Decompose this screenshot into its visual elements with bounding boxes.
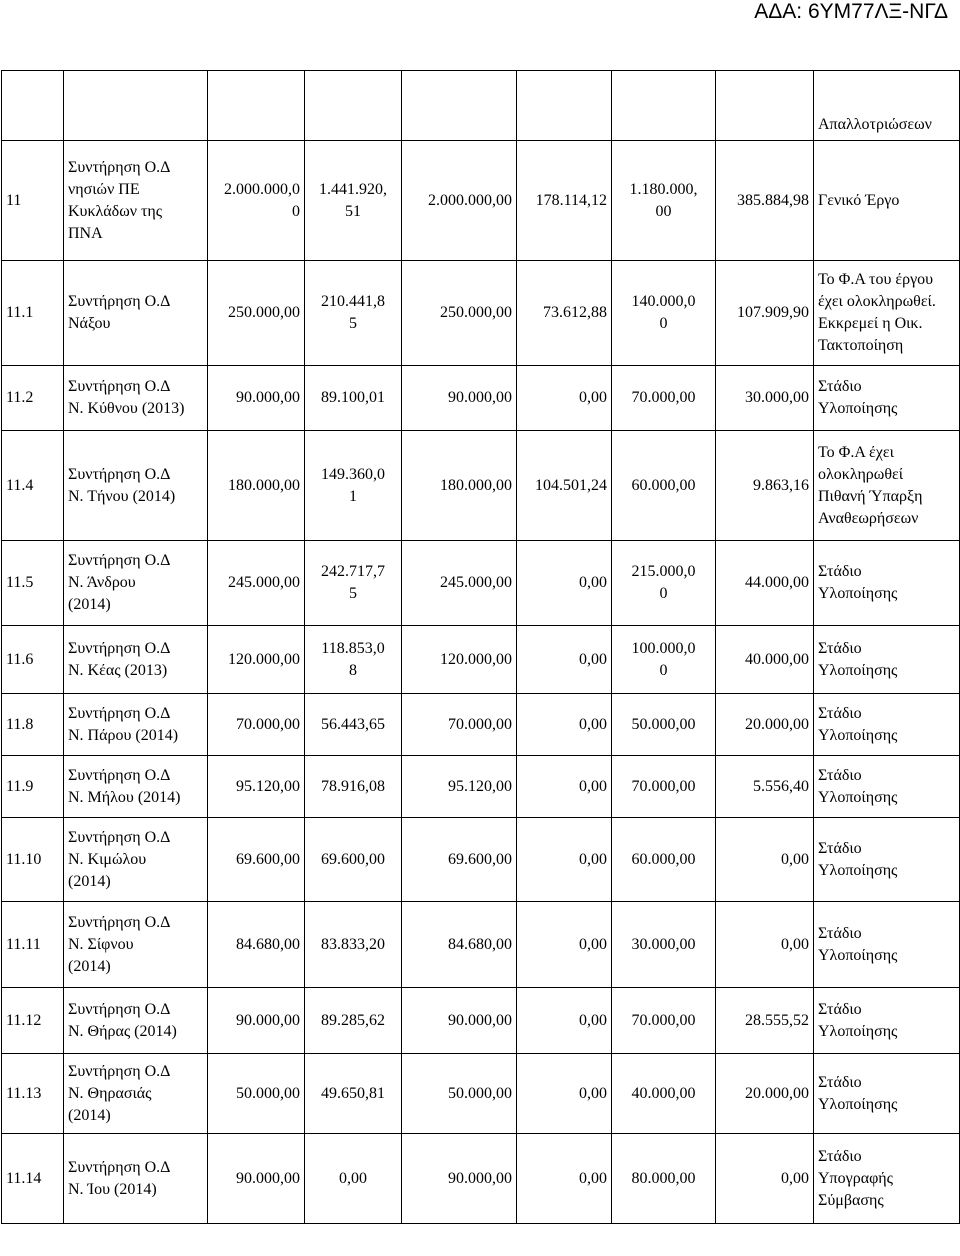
cell-line: 70.000,00 xyxy=(236,715,300,733)
remark-cell xyxy=(814,756,960,818)
item-id-cell: 11.2 xyxy=(2,366,64,431)
empty-cell xyxy=(2,71,64,141)
cell-line: ολοκληρωθεί xyxy=(818,465,904,483)
value-cell-4 xyxy=(517,541,612,626)
cell-line: 69.600,00 xyxy=(321,850,385,868)
project-title-cell xyxy=(64,756,208,818)
value-cell-5 xyxy=(612,1054,716,1134)
cell-line: 245.000,00 xyxy=(440,574,512,591)
cell-line: Ν. Σίφνου xyxy=(68,935,134,953)
empty-cell xyxy=(208,71,305,141)
cell-line: 8 xyxy=(349,661,357,679)
cell-line: Στάδιο xyxy=(818,766,862,784)
value-cell-4 xyxy=(517,818,612,902)
cell-line: Ν. Τήνου (2014) xyxy=(68,487,176,505)
cell-line: 40.000,00 xyxy=(631,1084,696,1102)
remark-cell xyxy=(814,261,960,366)
cell-line: 0,00 xyxy=(781,1169,809,1187)
cell-line: 0,00 xyxy=(579,715,607,733)
cell-line: Ν. Άνδρου xyxy=(68,574,136,591)
empty-cell xyxy=(402,71,517,141)
cell-line: 0,00 xyxy=(579,777,607,795)
cell-line: 90.000,00 xyxy=(448,389,512,406)
cell-line: 70.000,00 xyxy=(631,1011,696,1029)
cell-line: 90.000,00 xyxy=(448,1169,512,1187)
cell-line: 40.000,00 xyxy=(745,650,809,668)
cell-line: 0,00 xyxy=(579,1084,607,1102)
cell-line: Το Φ.Α του έργου xyxy=(818,271,934,288)
cell-line: 84.680,00 xyxy=(236,935,300,953)
cell-line: Συντήρηση Ο.Δ xyxy=(68,766,171,784)
cell-line: 210.441,8 xyxy=(321,293,385,310)
item-id-cell: 11.11 xyxy=(2,902,64,988)
item-id-cell: 11.1 xyxy=(2,261,64,366)
table-row xyxy=(2,626,960,694)
cell-line: 89.285,62 xyxy=(321,1011,385,1029)
cell-line: Αναθεωρήσεων xyxy=(818,509,919,527)
project-title-cell xyxy=(64,626,208,694)
cell-line: 180.000,00 xyxy=(440,476,512,494)
cell-line: 70.000,00 xyxy=(631,777,696,795)
value-cell-3 xyxy=(402,366,517,431)
cell-line: Στάδιο xyxy=(818,839,862,857)
value-cell-6 xyxy=(716,694,814,756)
value-cell-4 xyxy=(517,694,612,756)
value-cell-2 xyxy=(305,626,402,694)
cell-line: Υλοποίησης xyxy=(818,726,898,744)
cell-line: Υλοποίησης xyxy=(818,585,898,602)
cell-line: Το Φ.Α έχει xyxy=(818,443,894,461)
remark-cell xyxy=(814,1054,960,1134)
value-cell-4 xyxy=(517,1134,612,1224)
cell-line: 0,00 xyxy=(579,935,607,953)
value-cell-1 xyxy=(208,1134,305,1224)
project-title-cell xyxy=(64,1134,208,1224)
value-cell-2 xyxy=(305,366,402,431)
cell-line: Στάδιο xyxy=(818,704,862,722)
cell-line: Συντήρηση Ο.Δ xyxy=(68,913,171,931)
cell-line: 0 xyxy=(659,661,668,679)
cell-line: Συντήρηση Ο.Δ xyxy=(68,828,171,846)
cell-line: Συντήρηση Ο.Δ xyxy=(68,158,171,176)
cell-line: 1 xyxy=(349,487,357,505)
table-row xyxy=(2,541,960,626)
value-cell-1 xyxy=(208,818,305,902)
cell-line: Υπογραφής xyxy=(818,1169,894,1187)
table-row-top xyxy=(2,71,960,141)
value-cell-4 xyxy=(517,366,612,431)
cell-line: 60.000,00 xyxy=(631,850,696,868)
empty-cell xyxy=(612,71,716,141)
value-cell-3 xyxy=(402,818,517,902)
value-cell-4 xyxy=(517,1054,612,1134)
cell-line: 20.000,00 xyxy=(745,1084,809,1102)
value-cell-2 xyxy=(305,1134,402,1224)
cell-line: Συντήρηση Ο.Δ xyxy=(68,465,171,483)
cell-line: Τακτοποίηση xyxy=(818,337,904,354)
project-title-cell xyxy=(64,988,208,1054)
cell-line: Στάδιο xyxy=(818,639,862,657)
cell-line: (2014) xyxy=(68,1106,111,1124)
cell-line: 83.833,20 xyxy=(321,935,385,953)
cell-line: 178.114,12 xyxy=(535,191,607,209)
cell-line: 90.000,00 xyxy=(236,1011,300,1029)
cell-line: Ν. Κέας (2013) xyxy=(68,661,168,679)
value-cell-4 xyxy=(517,261,612,366)
value-cell-4 xyxy=(517,988,612,1054)
project-title-cell xyxy=(64,818,208,902)
item-id-cell: 11.12 xyxy=(2,988,64,1054)
value-cell-6 xyxy=(716,756,814,818)
cell-line: Συντήρηση Ο.Δ xyxy=(68,378,171,395)
remark-cell xyxy=(814,1134,960,1224)
value-cell-5 xyxy=(612,756,716,818)
table-row xyxy=(2,818,960,902)
value-cell-3 xyxy=(402,988,517,1054)
value-cell-3 xyxy=(402,626,517,694)
cell-line: 0,00 xyxy=(579,1169,607,1187)
cell-line: Υλοποίησης xyxy=(818,946,898,964)
cell-line: Υλοποίησης xyxy=(818,1022,898,1040)
empty-cell xyxy=(305,71,402,141)
cell-line: 73.612,88 xyxy=(543,304,607,321)
value-cell-5 xyxy=(612,541,716,626)
cell-line: Στάδιο xyxy=(818,1000,862,1018)
value-cell-3 xyxy=(402,141,517,261)
value-cell-3 xyxy=(402,1134,517,1224)
value-cell-3 xyxy=(402,261,517,366)
value-cell-5 xyxy=(612,141,716,261)
cell-line: 30.000,00 xyxy=(631,935,696,953)
value-cell-3 xyxy=(402,431,517,541)
value-cell-6 xyxy=(716,902,814,988)
cell-line: Ν. Μήλου (2014) xyxy=(68,788,181,806)
value-cell-1 xyxy=(208,1054,305,1134)
value-cell-2 xyxy=(305,818,402,902)
cell-line: 120.000,00 xyxy=(228,650,300,668)
cell-line: 0,00 xyxy=(579,574,607,591)
value-cell-4 xyxy=(517,756,612,818)
table-row xyxy=(2,1134,960,1224)
value-cell-1 xyxy=(208,261,305,366)
cell-line: ΠΝΑ xyxy=(68,224,103,242)
project-title-cell xyxy=(64,541,208,626)
remark-cell xyxy=(814,366,960,431)
item-id-cell: 11.14 xyxy=(2,1134,64,1224)
value-cell-2 xyxy=(305,261,402,366)
cell-line: Υλοποίησης xyxy=(818,861,898,879)
value-cell-1 xyxy=(208,541,305,626)
cell-line: 28.555,52 xyxy=(745,1011,809,1029)
project-title-cell xyxy=(64,261,208,366)
empty-cell xyxy=(716,71,814,141)
table-row xyxy=(2,1054,960,1134)
cell-line: Ν. Ίου (2014) xyxy=(68,1180,157,1198)
value-cell-6 xyxy=(716,626,814,694)
remark-cell: Απαλλοτριώσεων xyxy=(814,71,960,141)
value-cell-3 xyxy=(402,694,517,756)
budget-table xyxy=(1,70,960,1224)
remark-cell xyxy=(814,431,960,541)
cell-line: Συντήρηση Ο.Δ xyxy=(68,1062,171,1080)
value-cell-1 xyxy=(208,431,305,541)
cell-line: 90.000,00 xyxy=(448,1011,512,1029)
value-cell-4 xyxy=(517,902,612,988)
value-cell-5 xyxy=(612,431,716,541)
value-cell-1 xyxy=(208,141,305,261)
table-row xyxy=(2,902,960,988)
cell-line: 0 xyxy=(659,585,668,602)
cell-line: 120.000,00 xyxy=(440,650,512,668)
remark-cell xyxy=(814,902,960,988)
value-cell-1 xyxy=(208,694,305,756)
cell-line: Νάξου xyxy=(68,315,111,332)
cell-line: Πιθανή Ύπαρξη xyxy=(818,487,923,505)
cell-line: 250.000,00 xyxy=(228,304,300,321)
cell-line: Συντήρηση Ο.Δ xyxy=(68,1000,171,1018)
cell-line: 107.909,90 xyxy=(737,304,809,321)
cell-line: Ν. Πάρου (2014) xyxy=(68,726,179,744)
cell-line: 50.000,00 xyxy=(631,715,696,733)
cell-line: 44.000,00 xyxy=(745,574,809,591)
project-title-cell xyxy=(64,694,208,756)
item-id-cell: 11.10 xyxy=(2,818,64,902)
cell-line: Στάδιο xyxy=(818,563,862,580)
cell-line: Υλοποίησης xyxy=(818,1095,898,1113)
value-cell-2 xyxy=(305,1054,402,1134)
remark-cell xyxy=(814,988,960,1054)
value-cell-2 xyxy=(305,141,402,261)
cell-line: Σύμβασης xyxy=(818,1191,884,1209)
remark-cell xyxy=(814,818,960,902)
cell-line: 5 xyxy=(349,315,357,332)
table-row xyxy=(2,261,960,366)
cell-line: 385.884,98 xyxy=(737,191,809,209)
cell-line: Συντήρηση Ο.Δ xyxy=(68,1158,171,1176)
cell-line: 0,00 xyxy=(579,389,607,406)
project-title-cell xyxy=(64,366,208,431)
cell-line: 0,00 xyxy=(781,935,809,953)
table-row xyxy=(2,431,960,541)
cell-line: 2.000.000,0 xyxy=(224,180,300,198)
cell-line: 215.000,0 xyxy=(631,563,696,580)
empty-cell xyxy=(517,71,612,141)
value-cell-5 xyxy=(612,818,716,902)
cell-line: Ν. Κύθνου (2013) xyxy=(68,400,185,417)
table-row xyxy=(2,366,960,431)
table-row xyxy=(2,694,960,756)
cell-line: (2014) xyxy=(68,872,111,890)
cell-line: Υλοποίησης xyxy=(818,788,898,806)
value-cell-3 xyxy=(402,902,517,988)
cell-line: (2014) xyxy=(68,957,111,975)
cell-line: 140.000,0 xyxy=(631,293,696,310)
cell-line: 180.000,00 xyxy=(228,476,300,494)
cell-line: 0,00 xyxy=(339,1169,367,1187)
value-cell-6 xyxy=(716,431,814,541)
cell-line: Στάδιο xyxy=(818,1073,862,1091)
cell-line: 149.360,0 xyxy=(321,465,385,483)
cell-line: 70.000,00 xyxy=(631,389,696,406)
cell-line: 0,00 xyxy=(781,850,809,868)
cell-line: 0,00 xyxy=(579,1011,607,1029)
value-cell-2 xyxy=(305,431,402,541)
value-cell-1 xyxy=(208,756,305,818)
cell-line: 89.100,01 xyxy=(321,389,385,406)
cell-line: 104.501,24 xyxy=(535,476,607,494)
cell-line: 9.863,16 xyxy=(753,476,809,494)
value-cell-1 xyxy=(208,988,305,1054)
project-title-cell xyxy=(64,431,208,541)
table-row xyxy=(2,756,960,818)
value-cell-2 xyxy=(305,988,402,1054)
cell-line: Στάδιο xyxy=(818,378,862,395)
cell-line: 20.000,00 xyxy=(745,715,809,733)
cell-line: 245.000,00 xyxy=(228,574,300,591)
value-cell-6 xyxy=(716,261,814,366)
cell-line: 69.600,00 xyxy=(236,850,300,868)
value-cell-6 xyxy=(716,141,814,261)
project-title-cell xyxy=(64,902,208,988)
value-cell-5 xyxy=(612,261,716,366)
value-cell-5 xyxy=(612,988,716,1054)
value-cell-2 xyxy=(305,694,402,756)
empty-cell xyxy=(64,71,208,141)
cell-line: 00 xyxy=(655,202,672,220)
value-cell-2 xyxy=(305,541,402,626)
cell-line: 90.000,00 xyxy=(236,389,300,406)
cell-line: 70.000,00 xyxy=(448,715,512,733)
item-id-cell: 11 xyxy=(2,141,64,261)
cell-line: Ν. Θηρασιάς xyxy=(68,1084,152,1102)
value-cell-6 xyxy=(716,541,814,626)
table-row xyxy=(2,988,960,1054)
cell-line: Στάδιο xyxy=(818,1147,862,1165)
cell-line: (2014) xyxy=(68,596,111,613)
cell-line: 0,00 xyxy=(579,850,607,868)
cell-line: Υλοποίησης xyxy=(818,661,898,679)
item-id-cell: 11.4 xyxy=(2,431,64,541)
cell-line: 84.680,00 xyxy=(448,935,512,953)
item-id-cell: 11.6 xyxy=(2,626,64,694)
cell-line: 100.000,0 xyxy=(631,639,696,657)
cell-line: Συντήρηση Ο.Δ xyxy=(68,704,171,722)
remark-cell xyxy=(814,694,960,756)
value-cell-4 xyxy=(517,626,612,694)
cell-line: 250.000,00 xyxy=(440,304,512,321)
item-id-cell: 11.13 xyxy=(2,1054,64,1134)
cell-line: 56.443,65 xyxy=(321,715,385,733)
remark-cell xyxy=(814,626,960,694)
cell-line: 0,00 xyxy=(579,650,607,668)
value-cell-6 xyxy=(716,1134,814,1224)
project-title-cell xyxy=(64,141,208,261)
cell-line: 60.000,00 xyxy=(631,476,696,494)
table-row xyxy=(2,141,960,261)
cell-line: νησιών ΠΕ xyxy=(68,180,140,198)
value-cell-3 xyxy=(402,1054,517,1134)
project-title-cell xyxy=(64,1054,208,1134)
value-cell-4 xyxy=(517,431,612,541)
value-cell-5 xyxy=(612,366,716,431)
value-cell-5 xyxy=(612,902,716,988)
cell-line: 1.441.920, xyxy=(319,180,387,198)
cell-line: Συντήρηση Ο.Δ xyxy=(68,552,171,569)
cell-line: Κυκλάδων της xyxy=(68,202,163,220)
cell-line: 90.000,00 xyxy=(236,1169,300,1187)
cell-line: 0 xyxy=(659,315,668,332)
value-cell-6 xyxy=(716,988,814,1054)
value-cell-6 xyxy=(716,818,814,902)
cell-line: 1.180.000, xyxy=(629,180,698,198)
value-cell-3 xyxy=(402,541,517,626)
value-cell-2 xyxy=(305,902,402,988)
cell-line: 95.120,00 xyxy=(448,777,512,795)
item-id-cell: 11.9 xyxy=(2,756,64,818)
cell-line: 49.650,81 xyxy=(321,1084,385,1102)
value-cell-1 xyxy=(208,902,305,988)
cell-line: Γενικό Έργο xyxy=(818,191,900,209)
cell-line: Εκκρεμεί η Οικ. xyxy=(818,315,923,332)
cell-line: έχει ολοκληρωθεί. xyxy=(818,293,936,310)
ada-code: ΑΔΑ: 6ΥΜ77ΛΞ-ΝΓΔ xyxy=(754,0,948,23)
cell-line: Υλοποίησης xyxy=(818,400,898,417)
cell-line: 69.600,00 xyxy=(448,850,512,868)
remark-cell xyxy=(814,541,960,626)
cell-line: 242.717,7 xyxy=(321,563,385,580)
value-cell-5 xyxy=(612,694,716,756)
cell-line: 0 xyxy=(292,202,300,220)
remark-cell xyxy=(814,141,960,261)
cell-line: 50.000,00 xyxy=(236,1084,300,1102)
cell-line: 78.916,08 xyxy=(321,777,385,795)
value-cell-2 xyxy=(305,756,402,818)
cell-line: 2.000.000,00 xyxy=(428,191,512,209)
cell-line: Στάδιο xyxy=(818,924,862,942)
cell-line: Ν. Θήρας (2014) xyxy=(68,1022,177,1040)
cell-line: 80.000,00 xyxy=(631,1169,696,1187)
cell-line: 95.120,00 xyxy=(236,777,300,795)
value-cell-1 xyxy=(208,626,305,694)
value-cell-5 xyxy=(612,626,716,694)
cell-line: 51 xyxy=(345,202,361,220)
value-cell-6 xyxy=(716,366,814,431)
value-cell-6 xyxy=(716,1054,814,1134)
value-cell-3 xyxy=(402,756,517,818)
cell-line: 50.000,00 xyxy=(448,1084,512,1102)
cell-line: Ν. Κιμώλου xyxy=(68,850,147,868)
cell-line: 118.853,0 xyxy=(321,639,385,657)
cell-line: Συντήρηση Ο.Δ xyxy=(68,639,171,657)
cell-line: 5.556,40 xyxy=(753,777,809,795)
cell-line: 30.000,00 xyxy=(745,389,809,406)
value-cell-5 xyxy=(612,1134,716,1224)
item-id-cell: 11.5 xyxy=(2,541,64,626)
value-cell-1 xyxy=(208,366,305,431)
cell-line: 5 xyxy=(349,585,357,602)
cell-line: Συντήρηση Ο.Δ xyxy=(68,293,171,310)
value-cell-4 xyxy=(517,141,612,261)
item-id-cell: 11.8 xyxy=(2,694,64,756)
